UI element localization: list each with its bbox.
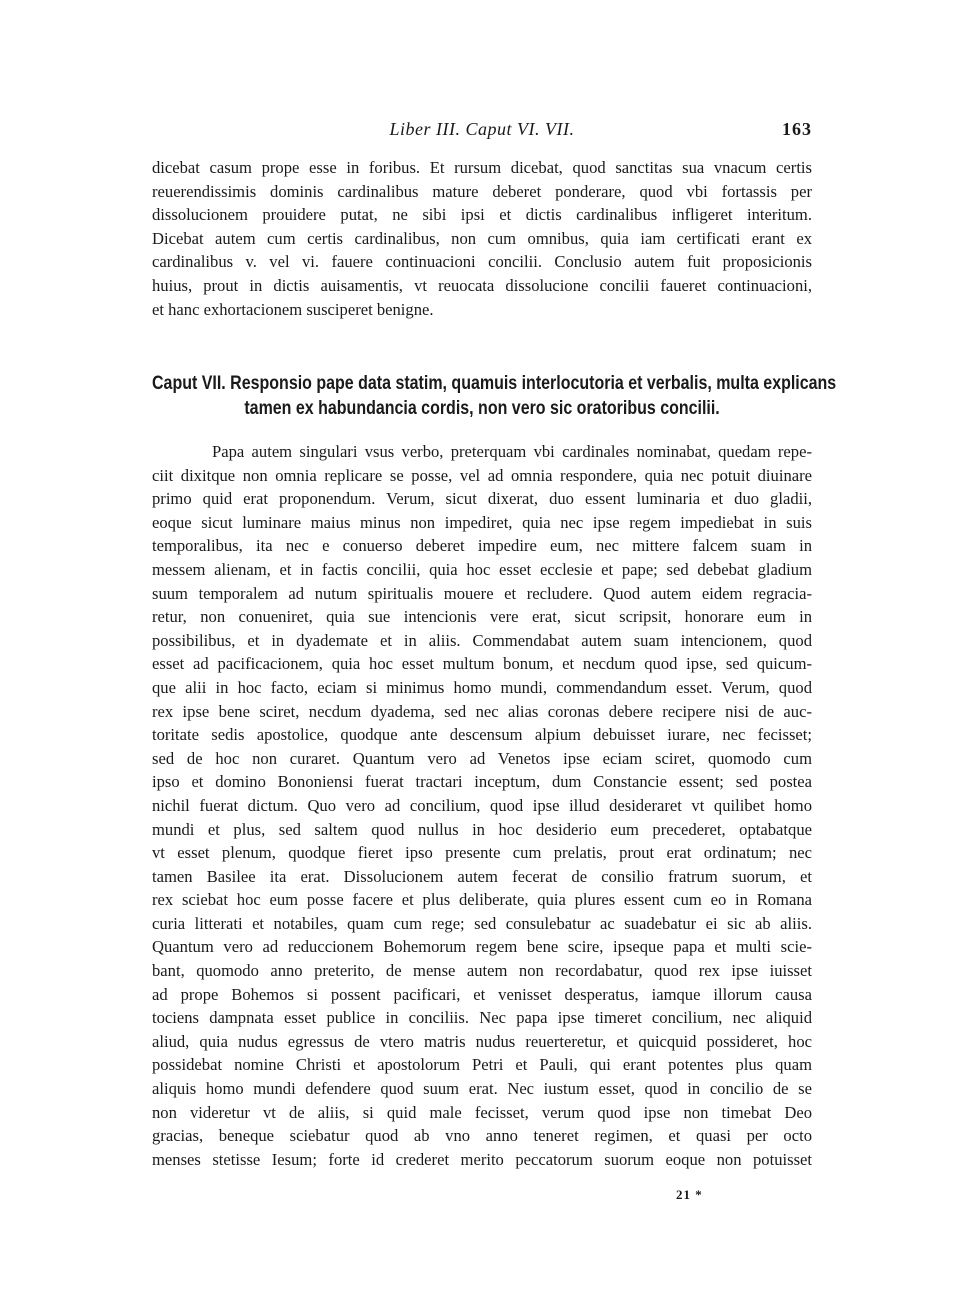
text-line: toritate sedis apostolice, quodque ante descensum alpium debuisset iurare, nec fecisset; [152,725,812,745]
page-number: 163 [782,119,812,139]
running-head [152,119,812,143]
text-line: possidebat nomine Christi et apostolorum Petri et Pauli, qui erant potentes plus quam [152,1055,812,1075]
text-line: cardinalibus v. vel vi. fauere continuacioni concilii. Conclusio autem fuit proposicionis [152,252,812,272]
text-line: que alii in hoc facto, eciam si minimus homo mundi, commendandum esset. Verum, quod [152,677,812,697]
text-line: huius, prout in dictis auisamentis, vt reuocata dissolucione concilii faueret continuacioni, [152,275,812,295]
text-line: messem alienam, et in factis concilii, quia hoc esset ecclesie et pape; sed debebat gladium [152,559,812,579]
text-line: primo quid erat proponendum. Verum, sicut dixerat, duo essent luminaria et duo gladii, [152,489,812,509]
text-line: ipso et domino Bononiensi fuerat tractari inceptum, dum Constancie essent; sed postea [152,772,812,792]
text-line: Dicebat autem cum certis cardinalibus, non cum omnibus, quia iam certificati erant ex [152,228,812,248]
text-line: nichil fuerat dictum. Quo vero ad concilium, quod ipse illud desideraret vt quilibet homo [152,795,812,815]
text-line: eoque sicut luminare maius minus non impediret, quia nec ipse regem impediebat in suis [152,512,812,532]
text-line: retur, non conueniret, quia sue intencionis vere erat, sicut scripsit, honorare eum in [152,607,812,627]
text-line: vt esset plenum, quodque fieret ipso presente cum prelatis, prout erat ordinatum; nec [152,843,812,863]
text-line: suum temporalem ad nutum spiritualis mouere et recludere. Quod autem eidem regracia- [152,583,812,603]
text-line: dissolucionem prouidere putat, ne sibi ipsi et dictis cardinalibus infligeret interitum. [152,205,812,225]
text-line: gracias, beneque sciebatur quod ab vno anno teneret regimen, et quasi per octo [152,1126,812,1146]
text-line: sed de hoc non curaret. Quantum vero ad Venetos ipse eciam sciret, quomodo cum [152,748,812,768]
text-line: bant, quomodo anno preterito, de mense autem non recordabatur, quod rex ipse iuisset [152,961,812,981]
running-title: Liber III. Caput VI. VII. [389,119,575,139]
signature-mark: 21 * [676,1187,703,1202]
text-line: rex ipse bene sciret, necdum dyadema, sed nec alias coronas debere recipere nisi de auc- [152,701,812,721]
text-line: reuerendissimis dominis cardinalibus mature deberet ponderare, quod vbi fortassis per [152,181,812,201]
text-line: tociens dampnata esset publice in conciliis. Nec papa ipse timeret concilium, nec aliquid [152,1008,812,1028]
text-line: ad prope Bohemos si possent pacificari, et venisset desperatus, iamque illorum causa [152,984,812,1004]
body-paragraph [152,440,812,1171]
text-line: curia litterati et notabiles, quam cum rege; sed consulebatur ac suadebatur ei sic ab aliis. [152,913,812,933]
text-line: menses stetisse Iesum; forte id crederet merito peccatorum suorum eoque non potuisset [152,1149,812,1169]
chapter-heading-line-2: tamen ex habundancia cordis, non vero sic oratoribus concilii. [244,397,720,419]
text-line: temporalibus, ita nec e conuerso deberet impedire eum, nec mittere falcem suam in [152,536,812,556]
chapter-heading-line-1: Caput VII. Responsio pape data statim, quamuis interlocutoria et verbalis, multa explicans [152,372,837,394]
text-line: aliud, quia nudus egressus de vtero matris nudus reuerteretur, et quicquid possideret, hoc [152,1031,812,1051]
text-line: non videretur vt de aliis, si quid male fecisset, verum quod ipse non timebat Deo [152,1102,812,1122]
text-line: tamen Basilee ita erat. Dissolucionem autem fecerat de consilio fratrum suorum, et [152,866,812,886]
intro-paragraph [152,156,812,321]
text-line: aliquis homo mundi defendere quod suum erat. Nec iustum esset, quod in concilio de se [152,1079,812,1099]
text-line: possibilibus, et in dyademate et in aliis. Commendabat autem suam intencionem, quod [152,630,812,650]
text-line: et hanc exhortacionem susciperet benigne. [152,299,434,319]
text-line: Quantum vero ad reduccionem Bohemorum regem bene scire, ipseque papa et multi scie- [152,937,812,957]
text-line: esset ad pacificacionem, quia hoc esset multum bonum, et necdum quod ipse, sed quicum- [152,654,812,674]
text-line: rex sciebat hoc eum posse facere et plus deliberate, quia plures essent cum eo in Romana [152,890,812,910]
text-line: mundi et plus, sed saltem quod nullus in hoc desiderio eum precederet, optabatque [152,819,812,839]
text-line: ciit dixitque non omnia replicare se posse, vel ad omnia respondere, quia nec potuit diuinare [152,465,812,485]
text-line: Papa autem singulari vsus verbo, preterquam vbi cardinales nominabat, quedam repe- [212,442,812,461]
chapter-heading [152,371,837,421]
text-line: dicebat casum prope esse in foribus. Et rursum dicebat, quod sanctitas sua vnacum certis [152,158,812,177]
